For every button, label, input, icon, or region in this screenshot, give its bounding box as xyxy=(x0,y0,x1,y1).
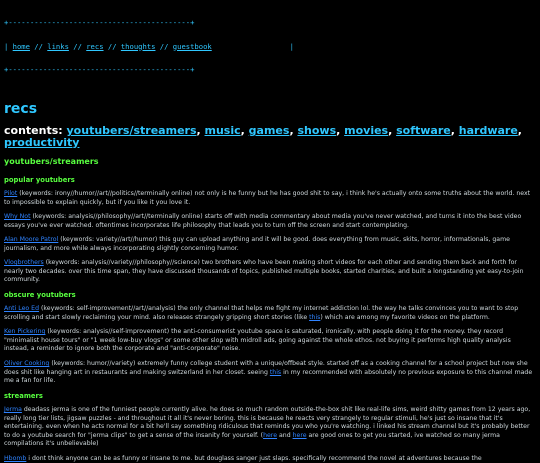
nav-link-thoughts[interactable]: thoughts xyxy=(120,41,156,51)
list-item: Anti Leo Ed (keywords: self-improvement//art//analysis) the only channel that helps me fight my internet addiction lol. the way he talks convinces you to want to stop scrolling and start slowly reclaiming your mind. also releases strangely gripping short stories (like this) which are among my favorite videos on the platform. xyxy=(4,305,519,321)
inline-link[interactable]: this xyxy=(269,368,282,376)
nav-link-home[interactable]: home xyxy=(12,41,30,51)
section-title: youtubers/streamers xyxy=(4,156,99,166)
entry-link[interactable]: Anti Leo Ed xyxy=(4,305,40,313)
nav-box xyxy=(4,3,536,90)
list-item: Hbomb i dont think anyone can be as funny or insane to me. but douglass sanger just slaps. specifically recommend the novel at adventures because the xyxy=(4,454,482,462)
inline-link[interactable]: this xyxy=(309,313,321,321)
entry-link[interactable]: Ken Pickering xyxy=(4,328,46,336)
contents-link-youtubers[interactable]: youtubers/streamers xyxy=(66,124,197,138)
popular-heading: popular youtubers xyxy=(4,175,75,184)
contents-link-productivity[interactable]: productivity xyxy=(4,136,80,149)
contents-link-software[interactable]: software xyxy=(396,124,451,138)
list-item: Alan Moore Patrol (keywords: variety//art//humor) this guy can upload anything and it will be good. does everything from music, skits, horror, informationals, game journalism, and more while always incorporating slightly concerning humor. xyxy=(4,236,510,252)
list-item: Why Not (keywords: analysis//philosophy//art//terminally online) starts off with media commentary about media you've never watched, and turns it into the best video essays you've ever watched. oftentimes incorporates life philosophy that leads you to turn off the screen and start contemplating. xyxy=(4,213,522,229)
nav-border-bottom: +------------------------------------------+ xyxy=(4,65,195,75)
entry-link[interactable]: Alan Moore Patrol xyxy=(4,236,59,244)
contents-link-music[interactable]: music xyxy=(204,124,241,138)
inline-link[interactable]: here xyxy=(263,431,278,439)
list-item: Oliver Cooking (keywords: humor//variety) extremely funny college student with a unique/offbeat style. started off as a cooking channel for a school project but now she does shit like hanging art in restaurants and making switzerland in her closet. seeing this in my recommended with absolutely no previous exposure to this channel made me a fan for life. xyxy=(4,359,533,385)
nav-link-guestbook[interactable]: guestbook xyxy=(172,41,212,51)
contents-link-hardware[interactable]: hardware xyxy=(458,124,518,138)
contents-line: contents: youtubers/streamers, music, games, shows, movies, software, hardware, productivity xyxy=(4,124,522,149)
entry-link[interactable]: Oliver Cooking xyxy=(4,359,50,367)
nav-border-top: +------------------------------------------+ xyxy=(4,17,195,27)
obscure-heading: obscure youtubers xyxy=(4,290,76,299)
list-item: Ken Pickering (keywords: analysis//self-improvement) the anti-consumerist youtube space is saturated, ironically, with people doing it for the money. they record "minimalist house tours" or "1 week low-buy vlogs" or some other slop with midroll ads, going against the whole ethos. not buying it performs high quality analysis instead, a reminder to ignore both the corporate and "anti-corporate" noise. xyxy=(4,328,511,353)
entry-link[interactable]: Hbomb xyxy=(4,454,27,462)
list-item: Jerma deadass jerma is one of the funniest people currently alive. he does so much random outside-the-box shit like real-life sims, weird shitty games from 12 years ago, really long tier lists, jigsaw puzzles - and throughout it all it's never boring. this is because he reacts very strangely to regular stimuli, he's just so insane that it's entertaining. even when he acts normal for a bit he'll say something ridiculous that reminds you who you're watching. i linked his stream channel but it's probably better to do a youtube search for "jerma clips" to get a sense of the insanity for yourself. (here and here are good ones to get you started, ive watched so many jerma compilations it's unbelievable) xyxy=(4,406,531,448)
entry-link[interactable]: Jerma xyxy=(4,406,22,413)
list-item: Pilot (keywords: irony//humor//art//politics//terminally online) not only is he funny but he has good shit to say, i think he's actually onto some truths about the world. next to impossible to explain quickly, but if you like it you love it. xyxy=(4,189,531,206)
contents-link-movies[interactable]: movies xyxy=(344,124,389,138)
inline-link[interactable]: here xyxy=(292,431,307,439)
entry-link[interactable]: Pilot xyxy=(4,189,18,197)
list-item: Vlogbrothers (keywords: analysis//variety//philosophy//science) two brothers who have been making short videos for each other and sending them back and forth for nearly two decades. over this time span, they have discussed thousands of topics, published multiple books, started charities, and built a longstanding yet easy-to-join community. xyxy=(4,259,524,284)
page-title: recs xyxy=(4,101,38,118)
contents-link-shows[interactable]: shows xyxy=(297,124,337,138)
contents-link-games[interactable]: games xyxy=(248,124,290,138)
nav-row: | home // links // recs // thoughts // guestbook | xyxy=(4,41,294,51)
entry-link[interactable]: Vlogbrothers xyxy=(4,259,44,267)
nav-link-links[interactable]: links xyxy=(47,41,69,51)
contents-label: contents: xyxy=(4,124,63,138)
nav-link-recs[interactable]: recs xyxy=(86,41,104,51)
streamers-heading: streamers xyxy=(4,391,43,400)
entry-link[interactable]: Why Not xyxy=(4,213,31,221)
